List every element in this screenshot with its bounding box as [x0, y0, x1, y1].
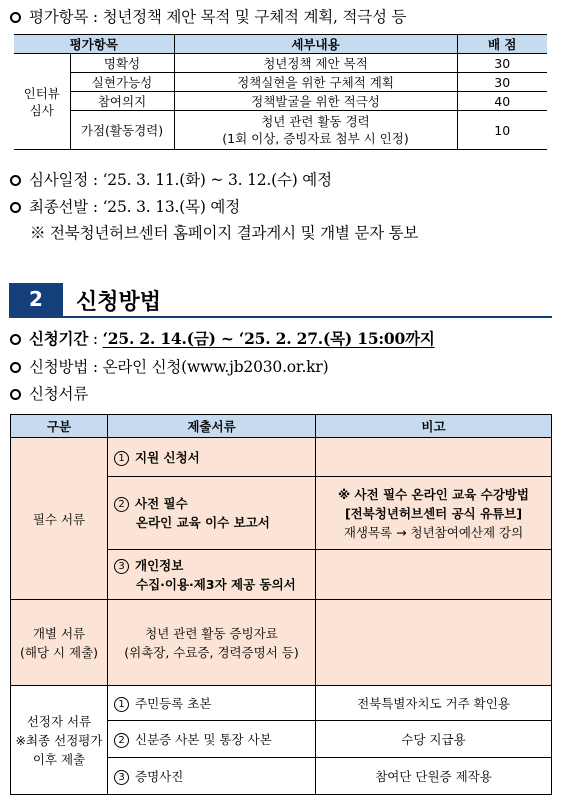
eval-score-cell: 30: [457, 54, 547, 73]
eval-detail-cell: [174, 111, 457, 150]
eval-header-item: 평가항목: [14, 35, 174, 54]
required-note-empty: [316, 550, 552, 600]
required-doc-item: [108, 438, 316, 477]
circle-bullet-icon: [10, 389, 21, 400]
required-note-empty: [316, 438, 552, 477]
schedule-line: [10, 168, 332, 190]
required-note-line3: 재생목록 → 청년참여예산제 강의: [343, 524, 524, 540]
required-doc-text-line2: 수집·이용·제3자 제공 동의서: [136, 576, 296, 592]
required-docs-label: 필수 서류: [11, 438, 108, 600]
eval-score-cell: 30: [457, 73, 547, 92]
notice-line: [30, 221, 418, 243]
circle-bullet-icon: [10, 362, 21, 373]
period-line: [10, 327, 435, 349]
required-note-line1: ※ 사전 필수 온라인 교육 수강방법: [338, 486, 529, 502]
documents-line: [10, 382, 88, 404]
selected-doc-item: [108, 721, 316, 758]
selected-doc-item: [108, 686, 316, 721]
method-text: 신청방법 : 온라인 신청(www.jb2030.or.kr): [29, 358, 329, 376]
circled-number: 3: [114, 770, 129, 785]
docs-header-notes: 비고: [316, 415, 552, 438]
circle-bullet-icon: [10, 175, 21, 186]
required-doc-text: 사전 필수: [135, 496, 188, 511]
selected-doc-note: 참여단 단원증 제작용: [316, 758, 552, 795]
required-doc-item: [108, 550, 316, 600]
section-divider: [9, 316, 552, 318]
period-sep: :: [88, 330, 103, 348]
eval-detail-line1: 청년 관련 활동 경력: [261, 114, 370, 129]
eval-item-cell: 실현가능성: [70, 73, 174, 92]
required-note-cell: [316, 477, 552, 550]
final-selection-text: 최종선발 : ‘25. 3. 13.(목) 예정: [29, 198, 240, 216]
required-doc-text: 지원 신청서: [135, 449, 200, 465]
period-value: ‘25. 2. 14.(금) ~ ‘25. 2. 27.(목) 15:00까지: [102, 329, 435, 348]
documents-table: [10, 414, 552, 795]
selected-doc-note: 수당 지급용: [316, 721, 552, 758]
eval-group-label: 인터뷰 심사: [14, 54, 70, 150]
eval-detail-cell: 정책실현을 위한 구체적 계획: [174, 73, 457, 92]
circled-number: 3: [114, 559, 129, 574]
eval-item-cell: 명확성: [70, 54, 174, 73]
period-label: 신청기간: [29, 329, 89, 348]
circled-number: 1: [114, 697, 129, 712]
selected-doc-text: 주민등록 초본: [135, 695, 212, 711]
eval-item-cell: 참여의지: [70, 92, 174, 111]
required-doc-item: [108, 477, 316, 550]
eval-items-text: 평가항목 : 청년정책 제안 목적 및 구체적 계획, 적극성 등: [29, 8, 407, 26]
eval-detail-cell: 정책발굴을 위한 적극성: [174, 92, 457, 111]
docs-header-category: 구분: [11, 415, 108, 438]
circle-bullet-icon: [10, 202, 21, 213]
circled-number: 2: [114, 497, 129, 512]
circled-number: 2: [114, 733, 129, 748]
eval-item-cell: 가점(활동경력): [70, 111, 174, 150]
eval-items-line: [10, 5, 406, 27]
optional-note-empty: [316, 600, 552, 686]
method-line: [10, 355, 328, 377]
eval-score-cell: 10: [457, 111, 547, 150]
circled-number: 1: [114, 451, 129, 466]
eval-detail-cell: 청년정책 제안 목적: [174, 54, 457, 73]
eval-detail-line2: (1회 이상, 증빙자료 첨부 시 인정): [222, 131, 409, 146]
schedule-text: 심사일정 : ‘25. 3. 11.(화) ~ 3. 12.(수) 예정: [29, 171, 332, 189]
circle-bullet-icon: [10, 12, 21, 23]
selected-docs-label: 선정자 서류 ※최종 선정평가 이후 제출: [11, 686, 108, 795]
final-selection-line: [10, 195, 240, 217]
eval-score-cell: 40: [457, 92, 547, 111]
optional-docs-label: 개별 서류 (해당 시 제출): [11, 600, 108, 686]
required-note-line2: [전북청년허브센터 공식 유튜브]: [344, 505, 523, 521]
selected-doc-text: 증명사진: [135, 768, 184, 784]
section-number-badge: 2: [9, 283, 63, 316]
required-doc-text: 개인정보: [135, 557, 184, 573]
documents-text: 신청서류: [29, 385, 89, 403]
eval-header-detail: 세부내용: [174, 35, 457, 54]
selected-doc-text: 신분증 사본 및 통장 사본: [135, 731, 272, 747]
docs-header-documents: 제출서류: [108, 415, 316, 438]
notice-text: ※ 전북청년허브센터 홈페이지 결과게시 및 개별 문자 통보: [30, 224, 419, 242]
evaluation-table: [14, 34, 547, 150]
optional-doc-cell: 청년 관련 활동 증빙자료 (위촉장, 수료증, 경력증명서 등): [108, 600, 316, 686]
selected-doc-item: [108, 758, 316, 795]
circle-bullet-icon: [10, 334, 21, 345]
section-title: 신청방법: [76, 290, 162, 315]
selected-doc-note: 전북특별자치도 거주 확인용: [316, 686, 552, 721]
required-doc-text-line2: 온라인 교육 이수 보고서: [136, 515, 270, 530]
eval-header-score: 배 점: [457, 35, 547, 54]
